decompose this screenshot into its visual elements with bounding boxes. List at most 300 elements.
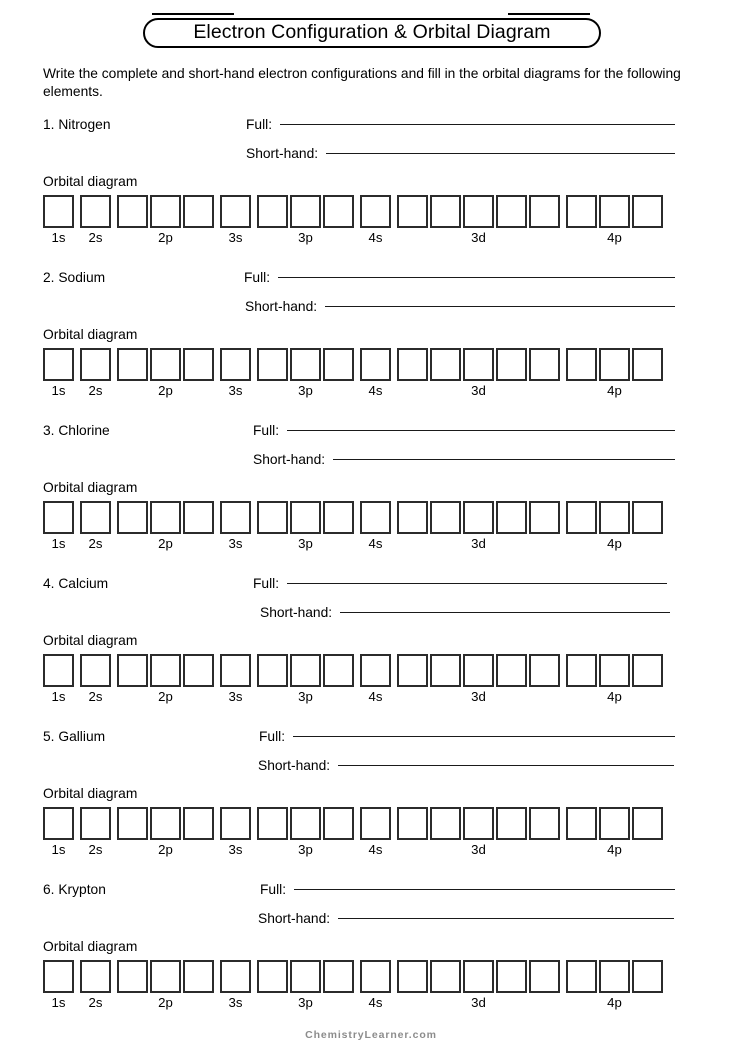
short-hand-configuration-row bbox=[246, 146, 675, 161]
orbital-sublevel-label: 3s bbox=[228, 995, 243, 1010]
orbital-sublevel-label: 4s bbox=[368, 842, 383, 857]
full-configuration-blank[interactable] bbox=[280, 124, 675, 125]
orbital-box[interactable] bbox=[430, 807, 461, 840]
full-configuration-row bbox=[253, 423, 675, 438]
orbital-group-2s bbox=[80, 654, 111, 704]
orbital-box[interactable] bbox=[496, 807, 527, 840]
orbital-sublevel-label: 3d bbox=[471, 842, 486, 857]
orbital-sublevel-label: 3p bbox=[298, 230, 313, 245]
orbital-boxes bbox=[397, 348, 560, 381]
orbital-boxes bbox=[43, 501, 74, 534]
orbital-box[interactable] bbox=[150, 348, 181, 381]
orbital-box[interactable] bbox=[463, 654, 494, 687]
orbital-sublevel-label: 4s bbox=[368, 689, 383, 704]
orbital-boxes bbox=[43, 807, 74, 840]
questions-list bbox=[0, 104, 742, 1022]
orbital-boxes bbox=[80, 654, 111, 687]
orbital-sublevel-label: 3s bbox=[228, 842, 243, 857]
orbital-box[interactable] bbox=[150, 654, 181, 687]
question-element-label: 5. Gallium bbox=[43, 729, 106, 744]
orbital-sublevel-label: 3s bbox=[228, 689, 243, 704]
orbital-box[interactable] bbox=[220, 501, 251, 534]
orbital-box[interactable] bbox=[80, 501, 111, 534]
orbital-box[interactable] bbox=[43, 195, 74, 228]
orbital-box[interactable] bbox=[257, 501, 288, 534]
question-block bbox=[0, 869, 742, 1022]
orbital-sublevel-label: 3s bbox=[228, 230, 243, 245]
full-configuration-row bbox=[244, 270, 675, 285]
orbital-box[interactable] bbox=[566, 501, 597, 534]
orbital-boxes bbox=[566, 501, 663, 534]
orbital-box[interactable] bbox=[529, 195, 560, 228]
orbital-box[interactable] bbox=[463, 501, 494, 534]
orbital-box[interactable] bbox=[220, 807, 251, 840]
question-element-label: 6. Krypton bbox=[43, 882, 106, 897]
orbital-group-2p bbox=[117, 654, 214, 704]
orbital-box[interactable] bbox=[150, 960, 181, 993]
orbital-boxes bbox=[43, 195, 74, 228]
orbital-box[interactable] bbox=[599, 195, 630, 228]
orbital-box[interactable] bbox=[290, 807, 321, 840]
orbital-boxes bbox=[80, 195, 111, 228]
orbital-sublevel-label: 3d bbox=[471, 230, 486, 245]
orbital-sublevel-label: 4p bbox=[607, 689, 622, 704]
orbital-sublevel-label: 3d bbox=[471, 995, 486, 1010]
orbital-group-3s bbox=[220, 348, 251, 398]
orbital-diagram-row bbox=[43, 195, 663, 245]
orbital-sublevel-label: 3p bbox=[298, 842, 313, 857]
orbital-group-1s bbox=[43, 195, 74, 245]
orbital-diagram-row bbox=[43, 654, 663, 704]
short-hand-configuration-blank[interactable] bbox=[333, 459, 675, 460]
orbital-diagram-row bbox=[43, 807, 663, 857]
orbital-box[interactable] bbox=[220, 654, 251, 687]
orbital-box[interactable] bbox=[183, 195, 214, 228]
full-configuration-blank[interactable] bbox=[278, 277, 675, 278]
orbital-box[interactable] bbox=[183, 654, 214, 687]
orbital-group-2s bbox=[80, 807, 111, 857]
orbital-boxes bbox=[566, 807, 663, 840]
orbital-boxes bbox=[80, 348, 111, 381]
short-hand-label: Short-hand: bbox=[246, 146, 319, 161]
orbital-group-4s bbox=[360, 348, 391, 398]
orbital-box[interactable] bbox=[599, 807, 630, 840]
orbital-box[interactable] bbox=[80, 960, 111, 993]
orbital-group-4s bbox=[360, 654, 391, 704]
full-configuration-row bbox=[259, 729, 675, 744]
full-configuration-blank[interactable] bbox=[287, 430, 675, 431]
orbital-sublevel-label: 3d bbox=[471, 689, 486, 704]
orbital-box[interactable] bbox=[290, 348, 321, 381]
question-element-label: 1. Nitrogen bbox=[43, 117, 111, 132]
orbital-sublevel-label: 2s bbox=[88, 842, 103, 857]
orbital-box[interactable] bbox=[397, 195, 428, 228]
orbital-boxes bbox=[220, 807, 251, 840]
orbital-box[interactable] bbox=[599, 348, 630, 381]
short-hand-configuration-row bbox=[253, 452, 675, 467]
orbital-box[interactable] bbox=[183, 960, 214, 993]
orbital-boxes bbox=[117, 348, 214, 381]
orbital-box[interactable] bbox=[397, 654, 428, 687]
orbital-box[interactable] bbox=[43, 348, 74, 381]
short-hand-configuration-blank[interactable] bbox=[325, 306, 675, 307]
orbital-group-2p bbox=[117, 348, 214, 398]
orbital-box[interactable] bbox=[599, 960, 630, 993]
orbital-sublevel-label: 2p bbox=[158, 689, 173, 704]
orbital-group-1s bbox=[43, 348, 74, 398]
orbital-boxes bbox=[220, 348, 251, 381]
orbital-box[interactable] bbox=[566, 807, 597, 840]
orbital-box[interactable] bbox=[463, 348, 494, 381]
question-element-label: 3. Chlorine bbox=[43, 423, 110, 438]
short-hand-label: Short-hand: bbox=[253, 452, 326, 467]
orbital-boxes bbox=[566, 960, 663, 993]
page-title: Electron Configuration & Orbital Diagram bbox=[193, 21, 551, 44]
orbital-box[interactable] bbox=[430, 654, 461, 687]
orbital-boxes bbox=[220, 654, 251, 687]
orbital-box[interactable] bbox=[496, 501, 527, 534]
orbital-diagram-label: Orbital diagram bbox=[43, 786, 138, 801]
orbital-sublevel-label: 3d bbox=[471, 383, 486, 398]
orbital-box[interactable] bbox=[632, 195, 663, 228]
orbital-box[interactable] bbox=[599, 654, 630, 687]
orbital-box[interactable] bbox=[117, 807, 148, 840]
short-hand-configuration-row bbox=[245, 299, 675, 314]
orbital-box[interactable] bbox=[496, 348, 527, 381]
orbital-group-4p bbox=[566, 195, 663, 245]
orbital-box[interactable] bbox=[463, 195, 494, 228]
short-hand-configuration-blank[interactable] bbox=[340, 612, 670, 613]
orbital-group-3d bbox=[397, 807, 560, 857]
orbital-sublevel-label: 4p bbox=[607, 536, 622, 551]
orbital-box[interactable] bbox=[632, 960, 663, 993]
orbital-group-4s bbox=[360, 960, 391, 1010]
orbital-boxes bbox=[257, 807, 354, 840]
orbital-group-3d bbox=[397, 348, 560, 398]
orbital-group-4s bbox=[360, 501, 391, 551]
orbital-box[interactable] bbox=[117, 195, 148, 228]
orbital-group-2p bbox=[117, 195, 214, 245]
orbital-box[interactable] bbox=[360, 960, 391, 993]
orbital-group-3s bbox=[220, 807, 251, 857]
orbital-box[interactable] bbox=[290, 501, 321, 534]
orbital-box[interactable] bbox=[43, 654, 74, 687]
orbital-group-3s bbox=[220, 654, 251, 704]
orbital-box[interactable] bbox=[529, 348, 560, 381]
short-hand-label: Short-hand: bbox=[245, 299, 318, 314]
orbital-box[interactable] bbox=[80, 654, 111, 687]
orbital-box[interactable] bbox=[257, 348, 288, 381]
orbital-sublevel-label: 2s bbox=[88, 689, 103, 704]
short-hand-configuration-row bbox=[258, 758, 674, 773]
full-configuration-blank[interactable] bbox=[287, 583, 667, 584]
orbital-sublevel-label: 2s bbox=[88, 995, 103, 1010]
orbital-group-3p bbox=[257, 195, 354, 245]
orbital-group-2p bbox=[117, 807, 214, 857]
orbital-box[interactable] bbox=[43, 960, 74, 993]
orbital-group-4p bbox=[566, 348, 663, 398]
orbital-group-2s bbox=[80, 960, 111, 1010]
orbital-box[interactable] bbox=[150, 501, 181, 534]
orbital-box[interactable] bbox=[257, 195, 288, 228]
orbital-box[interactable] bbox=[290, 654, 321, 687]
site-attribution: ChemistryLearner.com bbox=[305, 1029, 437, 1041]
orbital-box[interactable] bbox=[183, 501, 214, 534]
orbital-box[interactable] bbox=[529, 654, 560, 687]
orbital-box[interactable] bbox=[220, 960, 251, 993]
short-hand-configuration-blank[interactable] bbox=[338, 918, 674, 919]
orbital-group-2s bbox=[80, 348, 111, 398]
orbital-box[interactable] bbox=[183, 348, 214, 381]
orbital-box[interactable] bbox=[529, 501, 560, 534]
short-hand-label: Short-hand: bbox=[258, 911, 331, 926]
orbital-boxes bbox=[360, 960, 391, 993]
orbital-boxes bbox=[220, 501, 251, 534]
orbital-boxes bbox=[566, 348, 663, 381]
orbital-group-2p bbox=[117, 501, 214, 551]
orbital-sublevel-label: 4p bbox=[607, 842, 622, 857]
orbital-group-3d bbox=[397, 960, 560, 1010]
orbital-boxes bbox=[117, 195, 214, 228]
orbital-sublevel-label: 2p bbox=[158, 536, 173, 551]
full-label: Full: bbox=[244, 270, 271, 285]
orbital-box[interactable] bbox=[117, 654, 148, 687]
orbital-boxes bbox=[360, 501, 391, 534]
orbital-group-3p bbox=[257, 654, 354, 704]
orbital-boxes bbox=[80, 501, 111, 534]
orbital-box[interactable] bbox=[496, 195, 527, 228]
orbital-box[interactable] bbox=[80, 348, 111, 381]
orbital-boxes bbox=[360, 807, 391, 840]
orbital-boxes bbox=[360, 348, 391, 381]
orbital-box[interactable] bbox=[220, 348, 251, 381]
orbital-box[interactable] bbox=[323, 348, 354, 381]
orbital-boxes bbox=[43, 348, 74, 381]
orbital-box[interactable] bbox=[632, 654, 663, 687]
orbital-box[interactable] bbox=[117, 348, 148, 381]
full-configuration-blank[interactable] bbox=[294, 889, 675, 890]
orbital-boxes bbox=[117, 654, 214, 687]
short-hand-configuration-row bbox=[260, 605, 670, 620]
orbital-box[interactable] bbox=[397, 960, 428, 993]
orbital-sublevel-label: 4p bbox=[607, 230, 622, 245]
orbital-boxes bbox=[257, 195, 354, 228]
orbital-box[interactable] bbox=[430, 348, 461, 381]
title-rule-right bbox=[508, 13, 590, 15]
orbital-boxes bbox=[257, 501, 354, 534]
orbital-boxes bbox=[80, 807, 111, 840]
orbital-sublevel-label: 3d bbox=[471, 536, 486, 551]
orbital-box[interactable] bbox=[360, 807, 391, 840]
orbital-box[interactable] bbox=[323, 501, 354, 534]
orbital-box[interactable] bbox=[430, 195, 461, 228]
orbital-group-3s bbox=[220, 501, 251, 551]
short-hand-configuration-blank[interactable] bbox=[326, 153, 675, 154]
orbital-sublevel-label: 1s bbox=[51, 536, 66, 551]
question-block bbox=[0, 257, 742, 410]
orbital-diagram-row bbox=[43, 501, 663, 551]
orbital-sublevel-label: 4s bbox=[368, 383, 383, 398]
full-label: Full: bbox=[246, 117, 273, 132]
orbital-boxes bbox=[257, 654, 354, 687]
orbital-group-1s bbox=[43, 807, 74, 857]
orbital-boxes bbox=[360, 654, 391, 687]
orbital-sublevel-label: 4s bbox=[368, 536, 383, 551]
orbital-box[interactable] bbox=[566, 195, 597, 228]
orbital-sublevel-label: 4s bbox=[368, 995, 383, 1010]
instructions-text: Write the complete and short-hand electron configurations and fill in the orbital diagrams for the following elements. bbox=[43, 66, 681, 99]
orbital-group-3p bbox=[257, 348, 354, 398]
orbital-box[interactable] bbox=[80, 195, 111, 228]
orbital-box[interactable] bbox=[566, 654, 597, 687]
orbital-group-1s bbox=[43, 960, 74, 1010]
orbital-boxes bbox=[117, 501, 214, 534]
orbital-box[interactable] bbox=[290, 960, 321, 993]
orbital-group-4s bbox=[360, 195, 391, 245]
question-block bbox=[0, 716, 742, 869]
orbital-sublevel-label: 3p bbox=[298, 536, 313, 551]
orbital-box[interactable] bbox=[257, 654, 288, 687]
orbital-box[interactable] bbox=[566, 348, 597, 381]
orbital-diagram-row bbox=[43, 348, 663, 398]
orbital-box[interactable] bbox=[150, 807, 181, 840]
orbital-sublevel-label: 2p bbox=[158, 383, 173, 398]
orbital-boxes bbox=[220, 960, 251, 993]
orbital-box[interactable] bbox=[323, 807, 354, 840]
orbital-box[interactable] bbox=[496, 654, 527, 687]
orbital-box[interactable] bbox=[43, 501, 74, 534]
orbital-group-1s bbox=[43, 654, 74, 704]
orbital-boxes bbox=[117, 960, 214, 993]
short-hand-configuration-row bbox=[258, 911, 674, 926]
worksheet-title-box bbox=[143, 18, 601, 48]
orbital-group-3p bbox=[257, 807, 354, 857]
orbital-box[interactable] bbox=[43, 807, 74, 840]
orbital-box[interactable] bbox=[323, 960, 354, 993]
full-configuration-blank[interactable] bbox=[293, 736, 675, 737]
short-hand-label: Short-hand: bbox=[260, 605, 333, 620]
orbital-box[interactable] bbox=[257, 960, 288, 993]
orbital-group-4s bbox=[360, 807, 391, 857]
orbital-box[interactable] bbox=[632, 501, 663, 534]
question-element-label: 4. Calcium bbox=[43, 576, 109, 591]
orbital-sublevel-label: 1s bbox=[51, 383, 66, 398]
orbital-box[interactable] bbox=[463, 807, 494, 840]
orbital-sublevel-label: 3p bbox=[298, 383, 313, 398]
orbital-boxes bbox=[80, 960, 111, 993]
orbital-sublevel-label: 2s bbox=[88, 536, 103, 551]
orbital-box[interactable] bbox=[117, 501, 148, 534]
orbital-boxes bbox=[257, 960, 354, 993]
orbital-group-4p bbox=[566, 654, 663, 704]
question-block bbox=[0, 104, 742, 257]
orbital-boxes bbox=[397, 195, 560, 228]
orbital-box[interactable] bbox=[323, 654, 354, 687]
orbital-boxes bbox=[566, 654, 663, 687]
orbital-box[interactable] bbox=[323, 195, 354, 228]
orbital-group-2s bbox=[80, 501, 111, 551]
orbital-box[interactable] bbox=[117, 960, 148, 993]
orbital-sublevel-label: 3p bbox=[298, 689, 313, 704]
orbital-group-3s bbox=[220, 195, 251, 245]
orbital-group-2p bbox=[117, 960, 214, 1010]
orbital-box[interactable] bbox=[150, 195, 181, 228]
orbital-boxes bbox=[257, 348, 354, 381]
orbital-sublevel-label: 4p bbox=[607, 995, 622, 1010]
orbital-box[interactable] bbox=[360, 501, 391, 534]
orbital-boxes bbox=[43, 960, 74, 993]
orbital-group-3d bbox=[397, 654, 560, 704]
orbital-diagram-label: Orbital diagram bbox=[43, 480, 138, 495]
orbital-boxes bbox=[397, 654, 560, 687]
orbital-box[interactable] bbox=[257, 807, 288, 840]
orbital-box[interactable] bbox=[80, 807, 111, 840]
short-hand-label: Short-hand: bbox=[258, 758, 331, 773]
full-configuration-row bbox=[260, 882, 675, 897]
orbital-sublevel-label: 1s bbox=[51, 689, 66, 704]
orbital-boxes bbox=[220, 195, 251, 228]
full-label: Full: bbox=[260, 882, 287, 897]
orbital-sublevel-label: 4s bbox=[368, 230, 383, 245]
orbital-box[interactable] bbox=[290, 195, 321, 228]
orbital-box[interactable] bbox=[496, 960, 527, 993]
orbital-boxes bbox=[397, 807, 560, 840]
orbital-box[interactable] bbox=[463, 960, 494, 993]
orbital-group-3s bbox=[220, 960, 251, 1010]
orbital-sublevel-label: 2p bbox=[158, 995, 173, 1010]
question-block bbox=[0, 563, 742, 716]
orbital-box[interactable] bbox=[397, 348, 428, 381]
question-block bbox=[0, 410, 742, 563]
orbital-box[interactable] bbox=[220, 195, 251, 228]
orbital-diagram-label: Orbital diagram bbox=[43, 174, 138, 189]
orbital-sublevel-label: 1s bbox=[51, 842, 66, 857]
orbital-sublevel-label: 3s bbox=[228, 383, 243, 398]
orbital-box[interactable] bbox=[397, 807, 428, 840]
orbital-boxes bbox=[566, 195, 663, 228]
full-configuration-row bbox=[246, 117, 675, 132]
orbital-sublevel-label: 3s bbox=[228, 536, 243, 551]
orbital-sublevel-label: 2s bbox=[88, 383, 103, 398]
orbital-box[interactable] bbox=[430, 960, 461, 993]
orbital-box[interactable] bbox=[566, 960, 597, 993]
orbital-box[interactable] bbox=[430, 501, 461, 534]
orbital-box[interactable] bbox=[632, 807, 663, 840]
orbital-group-3d bbox=[397, 501, 560, 551]
orbital-box[interactable] bbox=[632, 348, 663, 381]
orbital-sublevel-label: 2p bbox=[158, 842, 173, 857]
orbital-diagram-label: Orbital diagram bbox=[43, 633, 138, 648]
orbital-box[interactable] bbox=[529, 807, 560, 840]
orbital-box[interactable] bbox=[397, 501, 428, 534]
orbital-box[interactable] bbox=[360, 195, 391, 228]
orbital-box[interactable] bbox=[599, 501, 630, 534]
short-hand-configuration-blank[interactable] bbox=[338, 765, 674, 766]
orbital-box[interactable] bbox=[360, 348, 391, 381]
orbital-group-4p bbox=[566, 501, 663, 551]
orbital-sublevel-label: 3p bbox=[298, 995, 313, 1010]
orbital-box[interactable] bbox=[529, 960, 560, 993]
orbital-box[interactable] bbox=[183, 807, 214, 840]
orbital-boxes bbox=[43, 654, 74, 687]
full-configuration-row bbox=[253, 576, 667, 591]
title-area bbox=[0, 0, 742, 58]
orbital-group-3p bbox=[257, 501, 354, 551]
orbital-box[interactable] bbox=[360, 654, 391, 687]
orbital-boxes bbox=[397, 501, 560, 534]
orbital-boxes bbox=[117, 807, 214, 840]
orbital-sublevel-label: 2s bbox=[88, 230, 103, 245]
